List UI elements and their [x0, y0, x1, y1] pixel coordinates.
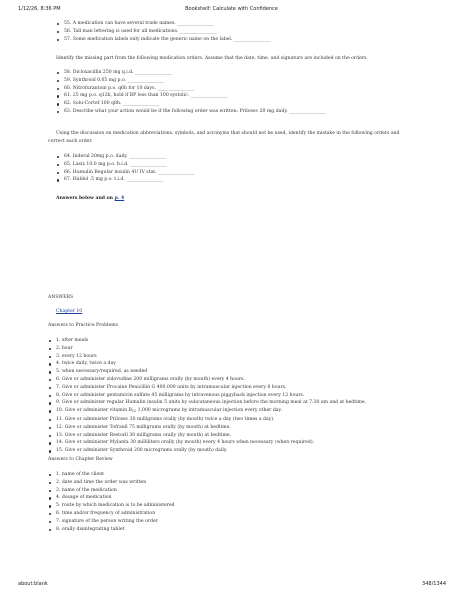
list-item: [48, 407, 366, 416]
list-item: 9. Give or administer regular Humulin insulin 5 units by subcutaneous injection before the morning meal at 7:30 am and at bedtime.: [48, 399, 366, 407]
practice-heading: Answers to Practice Problems: [48, 323, 118, 328]
list-item: 5. route by which medication is to be administered: [48, 502, 175, 510]
review-heading: Answers to Chapter Review: [48, 457, 113, 462]
list-item: 64. Inderal 20mg p.o. daily. ________________: [56, 153, 195, 161]
list-item: 3. every 12 hours: [48, 353, 366, 361]
list-item: 8. Give or administer gentamicin sulfate 45 milligrams by intravenous piggyback injection every 12 hours.: [48, 392, 366, 400]
list-item: 11. Give or administer Prilosec 20 milligrams orally (by mouth) twice a day (two times a day).: [48, 416, 366, 424]
header-title: Bookshelf: Calculate with Confidence: [185, 6, 278, 12]
list-item: 56. Tall man lettering is used for all medications. ________________: [56, 28, 271, 36]
list-item: 1. after meals: [48, 337, 366, 345]
abbrev-intro-cont: correct each order.: [48, 139, 93, 144]
practice-list-block: [48, 337, 366, 455]
item-10-suffix: 1,000 micrograms by intramuscular injection every other day.: [136, 408, 282, 414]
header-datetime: 1/12/26, 8:36 PM: [18, 6, 61, 12]
top-list-block: [56, 20, 271, 43]
list-item: 2. date and time the order was written: [48, 479, 175, 487]
list-item: 8. orally disintegrating tablet: [48, 526, 175, 534]
list-item: 57. Some medication labels only indicate the generic name on the label. ________________: [56, 36, 271, 44]
list-item: 13. Give or administer Restoril 30 milligrams orally (by mouth) at bedtime.: [48, 432, 366, 440]
list-item: 1. name of the client: [48, 471, 175, 479]
practice-list: [48, 337, 366, 455]
item-10-prefix: 10. Give or administer vitamin B: [56, 408, 132, 414]
answers-page-link[interactable]: p. 4: [114, 196, 125, 201]
list-item: 55. A medication can have several trade names. ________________: [56, 20, 271, 28]
list-item: 67. Haldol .5 mg p.o. t.i.d. ________________: [56, 176, 195, 184]
page-counter: 348/1344: [422, 581, 446, 587]
review-list: [48, 471, 175, 533]
list-item: 7. signature of the person writing the order: [48, 518, 175, 526]
list-item: 66. Humulin Regular insulin 4U IV stat. ________________: [56, 169, 195, 177]
list-item: 2. hour: [48, 345, 366, 353]
list-item: 14. Give or administer Mylanta 30 milliliters orally (by mouth) every 4 hours when necessary (when required).: [48, 439, 366, 447]
page-header: [0, 6, 463, 16]
missing-intro: Identify the missing part from the following medication orders. Assume that the date, time, and signature are included on the orders.: [56, 56, 368, 61]
abbrev-intro: Using the discussion on medication abbreviations, symbols, and acronyms that should not be used, identify the mistake in the following orders and: [56, 131, 400, 136]
list-item: 61. 25 mg p.o. q12h, hold if BP less than 100 systolic. ________________: [56, 92, 326, 100]
list-item: 58. Dicloxacillin 250 mg q.i.d. ________________: [56, 69, 326, 77]
list-item: 15. Give or administer Synthroid 200 micrograms orally (by mouth) daily.: [48, 447, 366, 455]
list-item: 62. Solu-Cortef 100 q8h. ________________: [56, 100, 326, 108]
item-10-subscript: 12: [131, 409, 137, 414]
list-item: 3. name of the medication: [48, 487, 175, 495]
top-list: [56, 20, 271, 43]
abbrev-list-block: [56, 153, 195, 184]
list-item: 63. Describe what your action would be if the following order was written: Prilosec 20 mg daily. ________________: [56, 108, 326, 116]
missing-list-block: [56, 69, 326, 116]
page-footer: [0, 581, 463, 591]
list-item: 65. Lasix 10.0 mg p.o. b.i.d. ________________: [56, 161, 195, 169]
list-item: 4. dosage of medication: [48, 494, 175, 502]
list-item: 7. Give or administer Procaine Penicillin G 400,000 units by intramuscular injection every 8 hours.: [48, 384, 366, 392]
list-item: 5. when necessary/required, as needed: [48, 368, 366, 376]
list-item: 60. Nitrofurantoin p.o. q6h for 10 days. ________________: [56, 85, 326, 93]
answers-note-text: Answers below and on: [56, 196, 115, 201]
list-item: 6. Give or administer zidovudine 200 milligrams orally (by mouth) every 4 hours.: [48, 376, 366, 384]
chapter-10-link[interactable]: [56, 308, 82, 316]
list-item: 4. twice daily, twice a day: [48, 360, 366, 368]
list-item: 12. Give or administer Tofranil 75 milligrams orally (by mouth) at bedtime.: [48, 424, 366, 432]
abbrev-list: [56, 153, 195, 184]
chapter-link-text[interactable]: Chapter 10: [56, 309, 83, 314]
footer-url: about:blank: [18, 581, 48, 587]
list-item: 6. time and/or frequency of administration: [48, 510, 175, 518]
missing-list: [56, 69, 326, 116]
review-list-block: [48, 471, 175, 533]
answers-heading: ANSWERS: [48, 295, 74, 300]
list-item: 59. Synthroid 0.05 mg p.o. ________________: [56, 77, 326, 85]
answers-note: [56, 195, 124, 203]
